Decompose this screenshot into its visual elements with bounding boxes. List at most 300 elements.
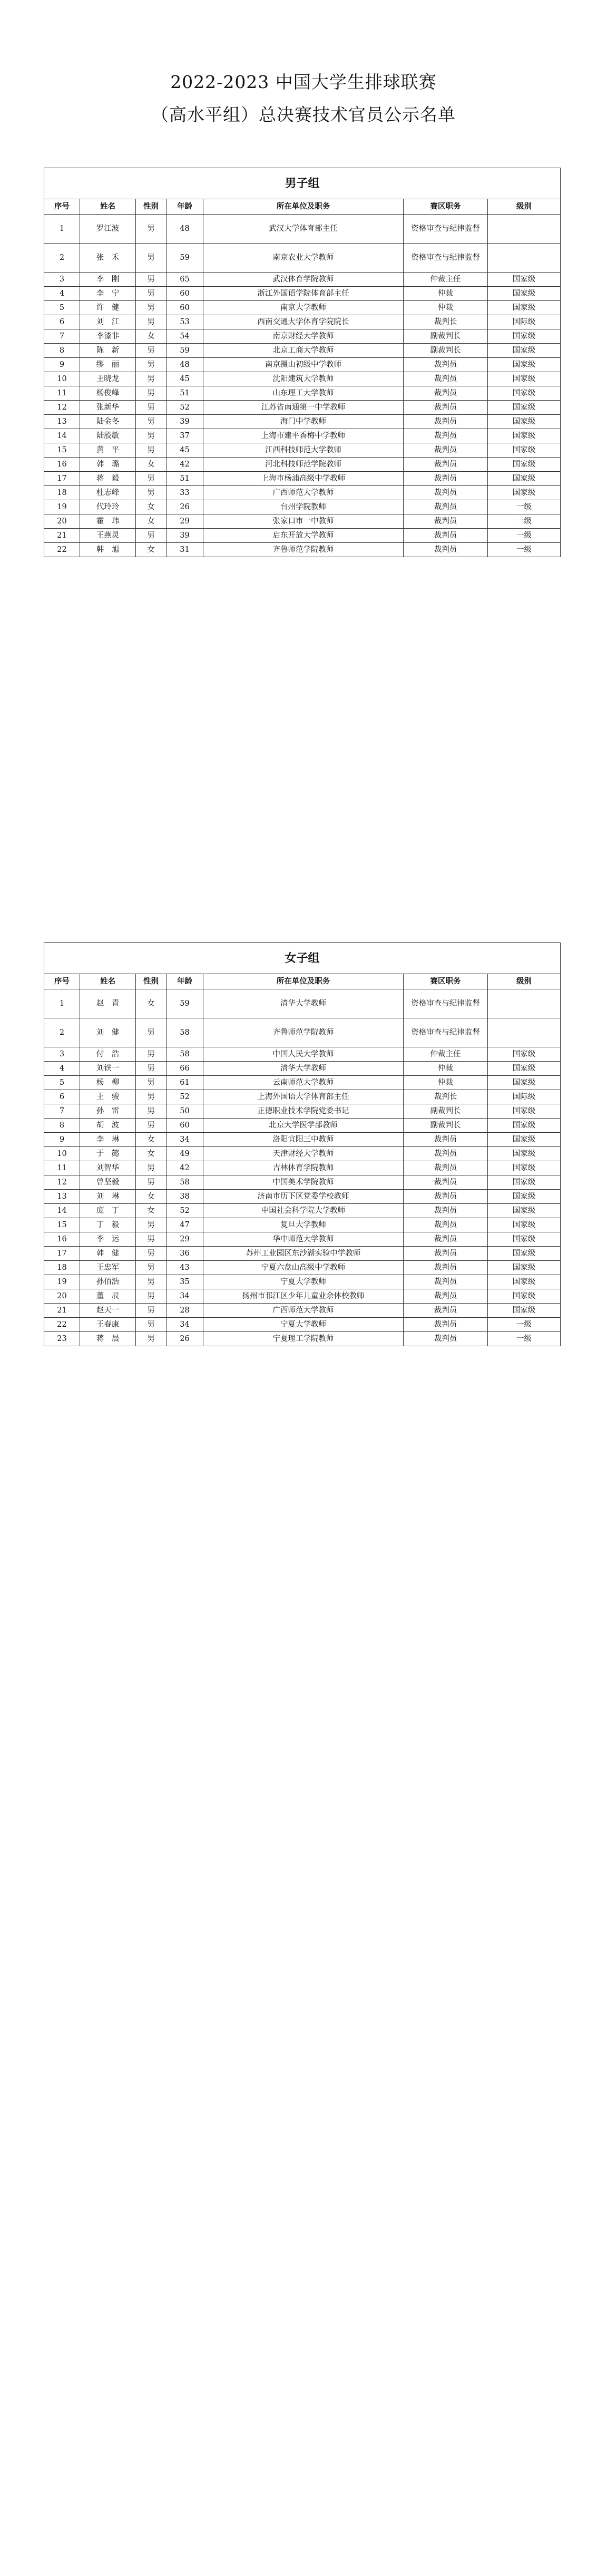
table-row xyxy=(44,215,561,244)
cell-role: 裁判员 xyxy=(404,401,488,415)
cell-level: 国家级 xyxy=(488,429,561,443)
cell-unit: 天津财经大学教师 xyxy=(203,1147,404,1161)
cell-name: 王晓龙 xyxy=(80,372,136,386)
table-row xyxy=(44,1275,561,1289)
cell-age: 65 xyxy=(167,273,203,287)
cell-level: 国家级 xyxy=(488,1047,561,1062)
cell-role: 仲裁 xyxy=(404,301,488,315)
cell-gender: 男 xyxy=(136,1218,167,1232)
cell-gender: 男 xyxy=(136,401,167,415)
cell-name: 杨 柳 xyxy=(80,1076,136,1090)
cell-role: 裁判员 xyxy=(404,1289,488,1304)
cell-no: 22 xyxy=(44,1318,80,1332)
cell-unit: 武汉体育学院教师 xyxy=(203,273,404,287)
table-row xyxy=(44,244,561,273)
cell-level: 国家级 xyxy=(488,1076,561,1090)
cell-no: 19 xyxy=(44,500,80,514)
cell-level: 一级 xyxy=(488,1332,561,1346)
cell-name: 陈 新 xyxy=(80,344,136,358)
cell-gender: 男 xyxy=(136,1318,167,1332)
cell-name: 曾坚毅 xyxy=(80,1175,136,1190)
cell-level: 国家级 xyxy=(488,1133,561,1147)
cell-unit: 清华大学教师 xyxy=(203,1062,404,1076)
cell-age: 48 xyxy=(167,215,203,244)
cell-level: 国家级 xyxy=(488,443,561,458)
cell-level: 国家级 xyxy=(488,1261,561,1275)
cell-name: 李 刚 xyxy=(80,273,136,287)
cell-no: 16 xyxy=(44,1232,80,1247)
cell-unit: 海门中学教师 xyxy=(203,415,404,429)
col-header-gender: 性别 xyxy=(136,199,167,215)
cell-level: 一级 xyxy=(488,500,561,514)
table-row xyxy=(44,1190,561,1204)
table-row xyxy=(44,372,561,386)
cell-no: 12 xyxy=(44,1175,80,1190)
cell-role: 副裁判长 xyxy=(404,329,488,344)
cell-gender: 男 xyxy=(136,1161,167,1175)
cell-level: 国家级 xyxy=(488,301,561,315)
col-header-level: 级别 xyxy=(488,974,561,989)
cell-level: 国际级 xyxy=(488,315,561,329)
cell-unit: 中国美术学院教师 xyxy=(203,1175,404,1190)
cell-age: 51 xyxy=(167,472,203,486)
cell-role: 仲裁 xyxy=(404,287,488,301)
table-row xyxy=(44,1318,561,1332)
cell-level: 国家级 xyxy=(488,1204,561,1218)
cell-gender: 男 xyxy=(136,287,167,301)
cell-role: 裁判员 xyxy=(404,1218,488,1232)
cell-unit: 北京大学医学部教师 xyxy=(203,1119,404,1133)
cell-no: 21 xyxy=(44,1304,80,1318)
table-row xyxy=(44,1332,561,1346)
cell-gender: 女 xyxy=(136,1190,167,1204)
cell-no: 14 xyxy=(44,429,80,443)
table-row xyxy=(44,273,561,287)
cell-role: 裁判员 xyxy=(404,1261,488,1275)
cell-age: 58 xyxy=(167,1047,203,1062)
cell-no: 3 xyxy=(44,273,80,287)
cell-role: 裁判员 xyxy=(404,1318,488,1332)
cell-age: 36 xyxy=(167,1247,203,1261)
cell-age: 38 xyxy=(167,1190,203,1204)
cell-role: 裁判员 xyxy=(404,1204,488,1218)
cell-age: 31 xyxy=(167,543,203,557)
cell-level: 一级 xyxy=(488,543,561,557)
cell-unit: 齐鲁师范学院教师 xyxy=(203,1018,404,1047)
cell-no: 6 xyxy=(44,315,80,329)
cell-age: 60 xyxy=(167,1119,203,1133)
cell-role: 裁判员 xyxy=(404,1232,488,1247)
table-row xyxy=(44,344,561,358)
cell-level: 国家级 xyxy=(488,386,561,401)
col-header-role: 赛区职务 xyxy=(404,199,488,215)
cell-no: 3 xyxy=(44,1047,80,1062)
cell-gender: 男 xyxy=(136,372,167,386)
cell-no: 18 xyxy=(44,1261,80,1275)
table-row xyxy=(44,1175,561,1190)
table-row xyxy=(44,1018,561,1047)
cell-name: 刘铁一 xyxy=(80,1062,136,1076)
cell-age: 43 xyxy=(167,1261,203,1275)
cell-gender: 男 xyxy=(136,1090,167,1104)
cell-no: 2 xyxy=(44,1018,80,1047)
cell-unit: 华中师范大学教师 xyxy=(203,1232,404,1247)
cell-gender: 男 xyxy=(136,1018,167,1047)
cell-name: 王燕灵 xyxy=(80,529,136,543)
col-header-age: 年龄 xyxy=(167,199,203,215)
cell-name: 张新华 xyxy=(80,401,136,415)
cell-unit: 中国社会科学院大学教师 xyxy=(203,1204,404,1218)
cell-gender: 男 xyxy=(136,1076,167,1090)
col-header-age: 年龄 xyxy=(167,974,203,989)
cell-level: 国家级 xyxy=(488,1218,561,1232)
cell-role: 裁判员 xyxy=(404,1247,488,1261)
cell-role: 裁判员 xyxy=(404,1161,488,1175)
cell-role: 裁判员 xyxy=(404,500,488,514)
cell-gender: 男 xyxy=(136,273,167,287)
cell-name: 李 宁 xyxy=(80,287,136,301)
col-header-name: 姓名 xyxy=(80,199,136,215)
cell-unit: 济南市历下区党委学校教师 xyxy=(203,1190,404,1204)
cell-no: 5 xyxy=(44,1076,80,1090)
cell-name: 韩 健 xyxy=(80,1247,136,1261)
table-row xyxy=(44,1261,561,1275)
cell-level xyxy=(488,215,561,244)
cell-unit: 江苏省南通第一中学教师 xyxy=(203,401,404,415)
cell-age: 45 xyxy=(167,443,203,458)
cell-age: 34 xyxy=(167,1133,203,1147)
cell-no: 9 xyxy=(44,1133,80,1147)
cell-name: 丁 毅 xyxy=(80,1218,136,1232)
cell-name: 缪 丽 xyxy=(80,358,136,372)
cell-no: 21 xyxy=(44,529,80,543)
cell-unit: 台州学院教师 xyxy=(203,500,404,514)
cell-gender: 男 xyxy=(136,443,167,458)
cell-name: 蒋 毅 xyxy=(80,472,136,486)
cell-name: 陆金冬 xyxy=(80,415,136,429)
cell-no: 23 xyxy=(44,1332,80,1346)
male-officials-table xyxy=(44,168,561,557)
cell-age: 33 xyxy=(167,486,203,500)
cell-name: 董 辰 xyxy=(80,1289,136,1304)
cell-unit: 武汉大学体育部主任 xyxy=(203,215,404,244)
cell-gender: 女 xyxy=(136,1133,167,1147)
cell-gender: 男 xyxy=(136,415,167,429)
cell-age: 29 xyxy=(167,514,203,529)
cell-name: 付 浩 xyxy=(80,1047,136,1062)
cell-name: 庞 丁 xyxy=(80,1204,136,1218)
table-row xyxy=(44,329,561,344)
cell-no: 20 xyxy=(44,1289,80,1304)
cell-age: 48 xyxy=(167,358,203,372)
cell-age: 59 xyxy=(167,344,203,358)
cell-gender: 男 xyxy=(136,1104,167,1119)
table-row xyxy=(44,1047,561,1062)
cell-name: 赵 青 xyxy=(80,989,136,1018)
cell-no: 13 xyxy=(44,415,80,429)
table-row xyxy=(44,1119,561,1133)
cell-name: 刘 健 xyxy=(80,1018,136,1047)
cell-unit: 南京农业大学教师 xyxy=(203,244,404,273)
cell-gender: 女 xyxy=(136,989,167,1018)
cell-age: 49 xyxy=(167,1147,203,1161)
table-row xyxy=(44,1232,561,1247)
cell-gender: 男 xyxy=(136,486,167,500)
cell-age: 26 xyxy=(167,1332,203,1346)
cell-age: 42 xyxy=(167,1161,203,1175)
table-row xyxy=(44,500,561,514)
table-row xyxy=(44,458,561,472)
col-header-no: 序号 xyxy=(44,974,80,989)
cell-age: 26 xyxy=(167,500,203,514)
table-row xyxy=(44,1247,561,1261)
cell-age: 39 xyxy=(167,415,203,429)
table-header-row xyxy=(44,199,561,215)
cell-name: 王忠军 xyxy=(80,1261,136,1275)
cell-no: 5 xyxy=(44,301,80,315)
cell-no: 15 xyxy=(44,443,80,458)
table-row xyxy=(44,529,561,543)
cell-level: 国家级 xyxy=(488,1147,561,1161)
cell-unit: 扬州市邗江区少年儿童业余体校教师 xyxy=(203,1289,404,1304)
cell-unit: 广西师范大学教师 xyxy=(203,486,404,500)
cell-gender: 男 xyxy=(136,529,167,543)
cell-level: 国家级 xyxy=(488,1161,561,1175)
cell-level: 国家级 xyxy=(488,1304,561,1318)
cell-unit: 宁夏大学教师 xyxy=(203,1318,404,1332)
cell-gender: 女 xyxy=(136,1204,167,1218)
cell-level: 国家级 xyxy=(488,287,561,301)
table-row xyxy=(44,543,561,557)
cell-age: 59 xyxy=(167,244,203,273)
cell-unit: 宁夏大学教师 xyxy=(203,1275,404,1289)
cell-age: 35 xyxy=(167,1275,203,1289)
cell-no: 8 xyxy=(44,344,80,358)
table-row xyxy=(44,1304,561,1318)
cell-unit: 江西科技师范大学教师 xyxy=(203,443,404,458)
cell-age: 66 xyxy=(167,1062,203,1076)
table-row xyxy=(44,1147,561,1161)
cell-age: 58 xyxy=(167,1175,203,1190)
col-header-level: 级别 xyxy=(488,199,561,215)
table-header-row xyxy=(44,974,561,989)
cell-role: 资格审查与纪律监督 xyxy=(404,989,488,1018)
cell-age: 53 xyxy=(167,315,203,329)
cell-name: 李 运 xyxy=(80,1232,136,1247)
cell-unit: 山东理工大学教师 xyxy=(203,386,404,401)
cell-name: 孙 雷 xyxy=(80,1104,136,1119)
cell-level xyxy=(488,1018,561,1047)
cell-name: 韩 璐 xyxy=(80,458,136,472)
col-header-unit: 所在单位及职务 xyxy=(203,974,404,989)
cell-age: 50 xyxy=(167,1104,203,1119)
cell-level: 国家级 xyxy=(488,273,561,287)
table-row xyxy=(44,1076,561,1090)
cell-role: 裁判员 xyxy=(404,1304,488,1318)
cell-age: 51 xyxy=(167,386,203,401)
cell-name: 韩 旭 xyxy=(80,543,136,557)
cell-level: 国家级 xyxy=(488,486,561,500)
col-header-gender: 性别 xyxy=(136,974,167,989)
col-header-no: 序号 xyxy=(44,199,80,215)
cell-unit: 张家口市一中教师 xyxy=(203,514,404,529)
cell-role: 裁判长 xyxy=(404,1090,488,1104)
cell-role: 裁判员 xyxy=(404,1133,488,1147)
cell-no: 11 xyxy=(44,1161,80,1175)
cell-name: 杜志峰 xyxy=(80,486,136,500)
cell-role: 裁判员 xyxy=(404,1332,488,1346)
cell-no: 17 xyxy=(44,1247,80,1261)
cell-age: 28 xyxy=(167,1304,203,1318)
cell-no: 11 xyxy=(44,386,80,401)
cell-unit: 上海市建平香梅中学教师 xyxy=(203,429,404,443)
table-row xyxy=(44,1161,561,1175)
male-group-title: 男子组 xyxy=(44,168,561,199)
cell-age: 52 xyxy=(167,401,203,415)
cell-age: 39 xyxy=(167,529,203,543)
cell-unit: 宁夏六盘山高级中学教师 xyxy=(203,1261,404,1275)
table-row xyxy=(44,358,561,372)
cell-gender: 女 xyxy=(136,514,167,529)
cell-name: 刘智华 xyxy=(80,1161,136,1175)
cell-role: 裁判员 xyxy=(404,543,488,557)
table-row xyxy=(44,415,561,429)
cell-name: 杨俊峰 xyxy=(80,386,136,401)
cell-gender: 男 xyxy=(136,1062,167,1076)
cell-unit: 宁夏理工学院教师 xyxy=(203,1332,404,1346)
cell-no: 8 xyxy=(44,1119,80,1133)
cell-gender: 男 xyxy=(136,429,167,443)
cell-name: 张 禾 xyxy=(80,244,136,273)
document-title xyxy=(0,66,607,131)
cell-unit: 上海市杨浦高级中学教师 xyxy=(203,472,404,486)
cell-unit: 北京工商大学教师 xyxy=(203,344,404,358)
cell-role: 裁判员 xyxy=(404,472,488,486)
table-row xyxy=(44,1289,561,1304)
cell-unit: 沈阳建筑大学教师 xyxy=(203,372,404,386)
cell-name: 刘 琳 xyxy=(80,1190,136,1204)
cell-role: 裁判员 xyxy=(404,386,488,401)
cell-name: 陆殷敏 xyxy=(80,429,136,443)
cell-no: 16 xyxy=(44,458,80,472)
cell-name: 李 琳 xyxy=(80,1133,136,1147)
cell-unit: 上海外国语大学体育部主任 xyxy=(203,1090,404,1104)
cell-role: 资格审查与纪律监督 xyxy=(404,244,488,273)
cell-gender: 女 xyxy=(136,458,167,472)
cell-age: 60 xyxy=(167,301,203,315)
cell-age: 42 xyxy=(167,458,203,472)
cell-unit: 洛阳宜阳三中教师 xyxy=(203,1133,404,1147)
table-row xyxy=(44,989,561,1018)
cell-unit: 清华大学教师 xyxy=(203,989,404,1018)
cell-gender: 男 xyxy=(136,386,167,401)
cell-age: 37 xyxy=(167,429,203,443)
cell-level: 国家级 xyxy=(488,1289,561,1304)
col-header-unit: 所在单位及职务 xyxy=(203,199,404,215)
cell-level: 国家级 xyxy=(488,415,561,429)
cell-unit: 齐鲁师范学院教师 xyxy=(203,543,404,557)
cell-name: 霍 玮 xyxy=(80,514,136,529)
table-row xyxy=(44,1090,561,1104)
cell-no: 1 xyxy=(44,989,80,1018)
cell-level: 国家级 xyxy=(488,1119,561,1133)
cell-role: 资格审查与纪律监督 xyxy=(404,1018,488,1047)
cell-no: 18 xyxy=(44,486,80,500)
cell-level: 国家级 xyxy=(488,1190,561,1204)
cell-unit: 苏州工业园区东沙湖实验中学教师 xyxy=(203,1247,404,1261)
cell-gender: 女 xyxy=(136,1147,167,1161)
table-row xyxy=(44,301,561,315)
cell-gender: 男 xyxy=(136,1261,167,1275)
table-row xyxy=(44,386,561,401)
cell-no: 13 xyxy=(44,1190,80,1204)
cell-unit: 吉林体育学院教师 xyxy=(203,1161,404,1175)
cell-name: 王春康 xyxy=(80,1318,136,1332)
cell-level: 国家级 xyxy=(488,1275,561,1289)
cell-unit: 西南交通大学体育学院院长 xyxy=(203,315,404,329)
cell-role: 裁判员 xyxy=(404,458,488,472)
cell-no: 19 xyxy=(44,1275,80,1289)
cell-no: 6 xyxy=(44,1090,80,1104)
cell-role: 裁判员 xyxy=(404,529,488,543)
cell-role: 副裁判长 xyxy=(404,344,488,358)
cell-role: 副裁判长 xyxy=(404,1119,488,1133)
cell-role: 裁判员 xyxy=(404,1175,488,1190)
cell-level: 国家级 xyxy=(488,372,561,386)
cell-age: 58 xyxy=(167,1018,203,1047)
cell-level: 国家级 xyxy=(488,1247,561,1261)
cell-name: 李漆非 xyxy=(80,329,136,344)
cell-gender: 女 xyxy=(136,543,167,557)
cell-gender: 男 xyxy=(136,244,167,273)
cell-level: 国家级 xyxy=(488,401,561,415)
table-row xyxy=(44,1104,561,1119)
cell-no: 4 xyxy=(44,1062,80,1076)
cell-no: 10 xyxy=(44,1147,80,1161)
cell-level: 国家级 xyxy=(488,458,561,472)
cell-gender: 男 xyxy=(136,1332,167,1346)
cell-unit: 云南师范大学教师 xyxy=(203,1076,404,1090)
cell-gender: 女 xyxy=(136,500,167,514)
cell-unit: 南京大学教师 xyxy=(203,301,404,315)
cell-age: 61 xyxy=(167,1076,203,1090)
cell-gender: 女 xyxy=(136,329,167,344)
table-row xyxy=(44,429,561,443)
cell-level: 一级 xyxy=(488,529,561,543)
cell-name: 罗江波 xyxy=(80,215,136,244)
cell-age: 59 xyxy=(167,989,203,1018)
cell-unit: 南京摄山初级中学教师 xyxy=(203,358,404,372)
cell-no: 10 xyxy=(44,372,80,386)
cell-role: 仲裁 xyxy=(404,1076,488,1090)
cell-gender: 男 xyxy=(136,472,167,486)
cell-gender: 男 xyxy=(136,1247,167,1261)
cell-no: 2 xyxy=(44,244,80,273)
cell-no: 12 xyxy=(44,401,80,415)
cell-no: 15 xyxy=(44,1218,80,1232)
cell-age: 34 xyxy=(167,1318,203,1332)
cell-no: 7 xyxy=(44,1104,80,1119)
cell-gender: 男 xyxy=(136,1175,167,1190)
cell-role: 裁判长 xyxy=(404,315,488,329)
cell-unit: 启东开放大学教师 xyxy=(203,529,404,543)
cell-name: 王 骏 xyxy=(80,1090,136,1104)
cell-role: 裁判员 xyxy=(404,429,488,443)
cell-gender: 男 xyxy=(136,1275,167,1289)
cell-name: 许 健 xyxy=(80,301,136,315)
cell-role: 裁判员 xyxy=(404,514,488,529)
cell-level xyxy=(488,244,561,273)
